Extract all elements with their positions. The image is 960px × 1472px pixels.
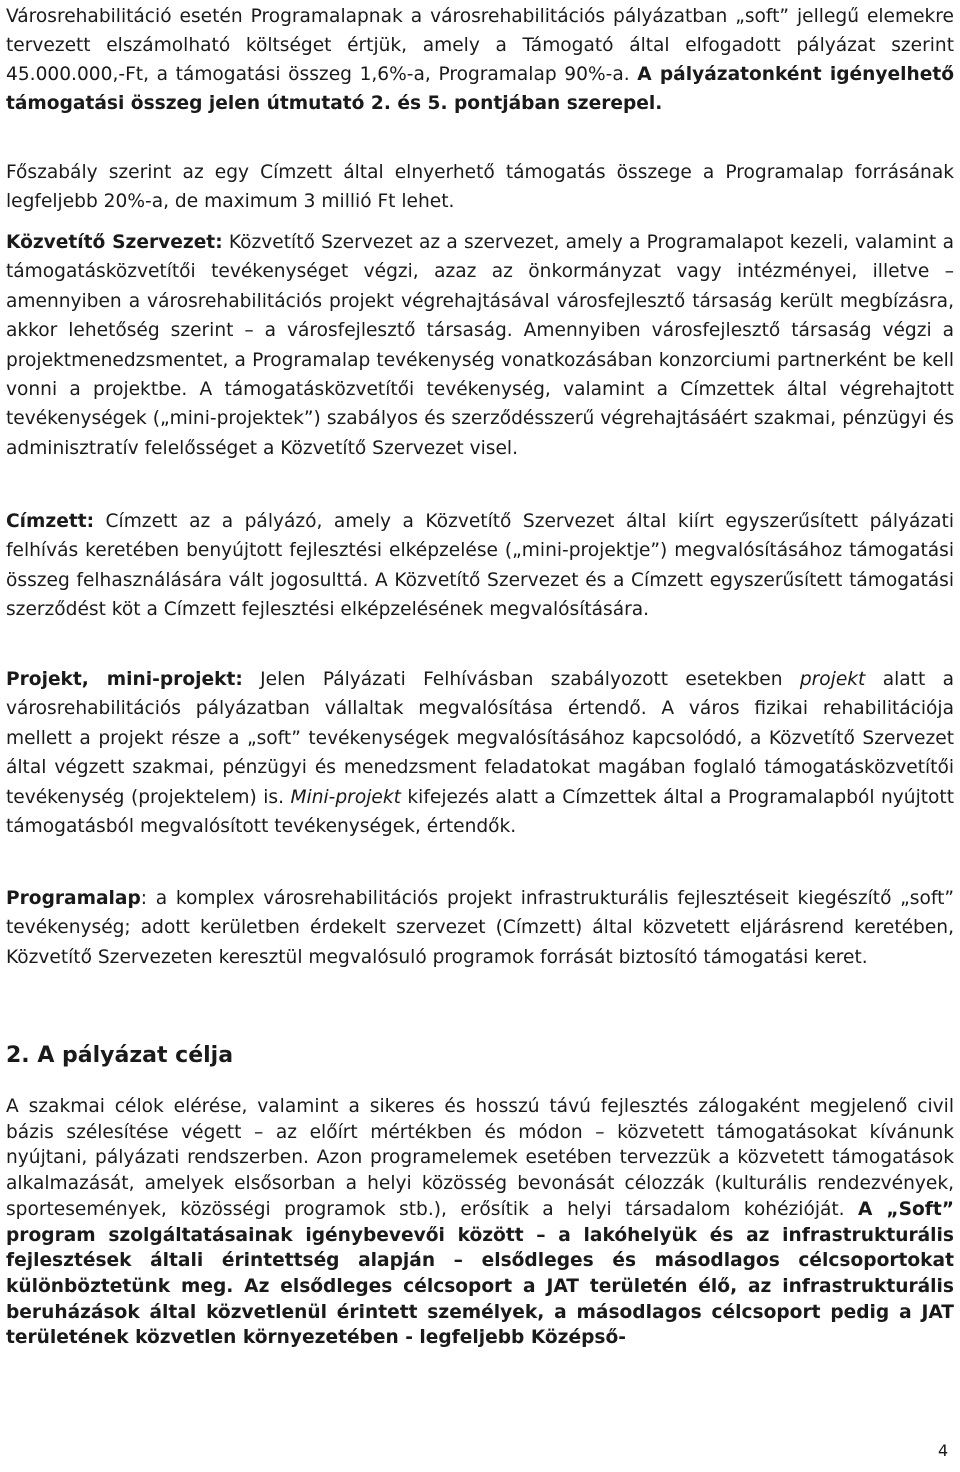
definition-text: Jelen Pályázati Felhívásban szabályozott esetekben bbox=[242, 669, 800, 690]
paragraph-programalap bbox=[6, 884, 954, 972]
definition-text: kifejezés alatt a Címzettek által a Programalapból nyújtott támogatásból megvalósított tevékenységek, értendők. bbox=[6, 786, 954, 838]
definition-text: Címzett az a pályázó, amely a Közvetítő Szervezet által kiírt egyszerűsített pályázati felhívás keretében benyújtott fejlesztési elképzelése („mini-projektje”) megvalósításához támogatási összeg felhasználására vált jogosulttá. A Közvetítő Szervezet és a Címzett egyszerűsített támogatási szerződést köt a Címzett fejlesztési elképzelésének megvalósítására. bbox=[6, 511, 954, 620]
text: Városrehabilitáció esetén Programalapnak a városrehabilitációs pályázatban „soft” jellegű elemekre tervezett elszámolható költséget értjük, amely a Támogató által elfogadott pályázat szerint 45.000.000,-Ft, a támogatási összeg 1,6%-a, Programalap 90%-a. bbox=[6, 6, 954, 85]
bold-text: A pályázatonként igényelhető támogatási összeg jelen útmutató 2. és 5. pontjában szerepel. bbox=[6, 64, 954, 114]
text: A szakmai célok elérése, valamint a sikeres és hosszú távú fejlesztés zálogaként megjelenő civil bázis szélesítése végett – az előírt mértékben és módon – közvetett támogatásokat kívánunk nyújtani, pályázati rendszerben. Azon programelemek esetében tervezzük a közvetett támogatások alkalmazását, amelyek elsősorban a helyi közösség bevonását célozzák (kulturális rendezvények, sportesemények, közösségi programok stb.), erősítik a helyi társadalom kohézióját. bbox=[6, 1096, 954, 1220]
italic-term: Mini-projekt bbox=[290, 786, 401, 808]
italic-term: projekt bbox=[799, 669, 866, 690]
paragraph-main-rule bbox=[6, 158, 954, 216]
paragraph-projekt bbox=[6, 665, 954, 841]
definition-text: Közvetítő Szervezet az a szervezet, amely a Programalapot kezeli, valamint a támogatásközvetítői tevékenységet végzi, azaz az önkormányzat vagy intézményei, illetve – amennyiben a városrehabilitációs projekt végrehajtásával városfejlesztő társaság került megbízásra, akkor lehetőség szerint – a városfejlesztő társaság. Amennyiben városfejlesztő társaság végzi a projektmenedzsmentet, a Programalap tevékenység vonatkozásában konzorciumi partnerként be kell vonni a projektbe. A támogatásközvetítői tevékenység, valamint a Címzettek által végrehajtott tevékenységek („mini-projektek”) szabályos és szerződésszerű végrehajtásáért szakmai, pénzügyi és adminisztratív felelősséget a Közvetítő Szervezet visel. bbox=[6, 232, 954, 459]
paragraph-palyazat-celja bbox=[6, 1094, 954, 1351]
paragraph-programalap-amount bbox=[6, 2, 954, 118]
term-label: Programalap bbox=[6, 888, 141, 909]
term-label: Címzett: bbox=[6, 511, 95, 532]
paragraph-kozvetito-szervezet bbox=[6, 228, 954, 463]
definition-text: : a komplex városrehabilitációs projekt infrastrukturális fejlesztéseit kiegészítő „soft” tevékenység; adott kerületben érdekelt szervezet (Címzett) által közvetett eljárásrend keretében, Közvetítő Szervezeten keresztül megvalósuló programok forrását biztosító támogatási keret. bbox=[6, 888, 954, 968]
paragraph-cimzett bbox=[6, 507, 954, 624]
text: Főszabály szerint az egy Címzett által elnyerhető támogatás összege a Programalap forrásának legfeljebb 20%-a, de maximum 3 millió Ft lehet. bbox=[6, 162, 954, 212]
page-number: 4 bbox=[938, 1441, 949, 1460]
term-label: Közvetítő Szervezet: bbox=[6, 232, 223, 253]
definition-text: alatt a városrehabilitációs pályázatban vállaltak megvalósítása értendő. A város fizikai rehabilitációja mellett a projekt része a „soft” tevékenységek megvalósításához kapcsolódó, a Közvetítő Szervezet által végzett szakmai, pénzügyi és menedzsment feladatokat magában foglaló támogatásközvetítői tevékenység (projektelem) is. bbox=[6, 669, 954, 808]
bold-text: A „Soft” program szolgáltatásainak igénybevevői között – a lakóhelyük és az infrastrukturális fejlesztések általi érintettség alapján – elsődleges és másodlagos célcsoportokat különböztetünk meg. Az elsődleges célcsoport a JAT területén élő, az infrastrukturális beruházások által közvetlenül érintett személyek, a másodlagos célcsoport pedig a JAT területének közvetlen környezetében - legfeljebb Középső- bbox=[6, 1198, 955, 1349]
section-heading: 2. A pályázat célja bbox=[6, 1043, 234, 1068]
term-label: Projekt, mini-projekt: bbox=[6, 669, 243, 690]
